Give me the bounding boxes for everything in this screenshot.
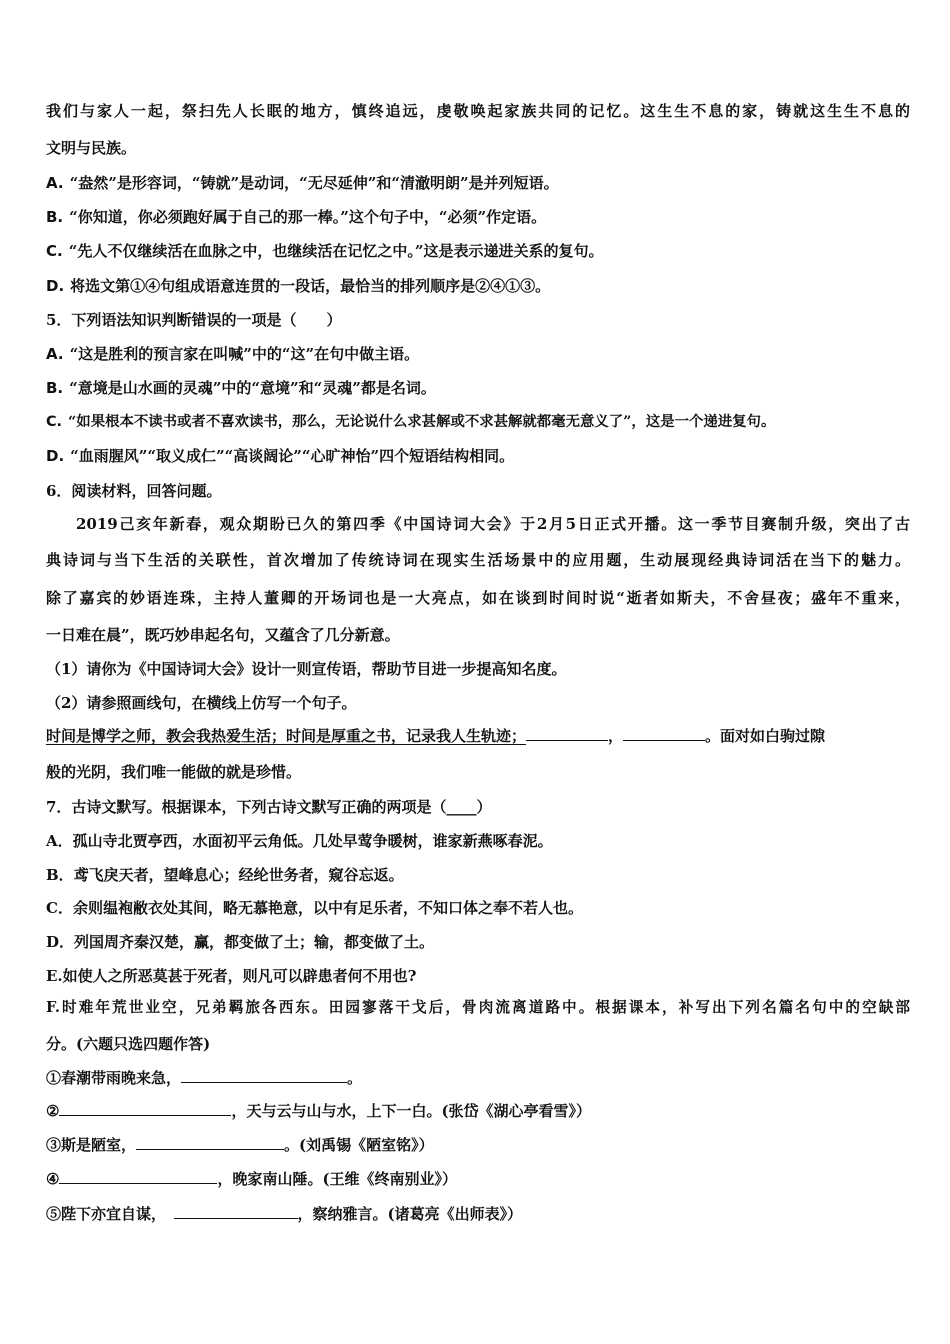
q6-para-line-4: 一日难在晨”，既巧妙串起名句，又蕴含了几分新意。 bbox=[46, 626, 400, 644]
q4-option-c bbox=[46, 241, 910, 261]
fill-item-text: ①春潮带雨晚来急， bbox=[46, 1069, 182, 1087]
q6-para-line-3: 除了嘉宾的妙语连珠，主持人董卿的开场词也是一大亮点，如在谈到时间时说“逝者如斯夫，不舍昼夜；盛年不重来， bbox=[46, 589, 910, 607]
answer-blank[interactable] bbox=[59, 1169, 217, 1184]
comma: ， bbox=[608, 727, 624, 745]
option-text: “盎然”是形容词，“铸就”是动词，“无尽延伸”和“清澈明朗”是并列短语。 bbox=[69, 174, 559, 192]
fill-item-text: ，天与云与山与水，上下一白。(张岱《湖心亭看雪》） bbox=[231, 1102, 592, 1120]
fill-item-2 bbox=[46, 1101, 910, 1121]
fill-item-text: ，察纳雅言。(诸葛亮《出师表》） bbox=[297, 1205, 523, 1223]
q7-option-e: E.如使人之所恶莫甚于死者，则凡可以辟患者何不用也? bbox=[46, 967, 417, 985]
underlined-sentence: 时间是博学之师，教会我热爱生活；时间是厚重之书，记录我人生轨迹； bbox=[46, 727, 527, 745]
q7-option-d: D．列国周齐秦汉楚，赢，都变做了土；输，都变做了土。 bbox=[46, 933, 435, 951]
q6-imitation-line bbox=[46, 726, 910, 746]
q6-stem: 6．阅读材料，回答问题。 bbox=[46, 482, 222, 500]
option-label: C. bbox=[46, 414, 63, 430]
fill-item-1 bbox=[46, 1068, 910, 1088]
q5-option-d bbox=[46, 446, 910, 466]
option-text: “你知道，你必须跑好属于自己的那一棒。”这个句子中，“必须”作定语。 bbox=[69, 208, 547, 226]
fill-item-text: 。(刘禹锡《陋室铭》） bbox=[284, 1136, 434, 1154]
q7-stem: 7．古诗文默写。根据课本，下列古诗文默写正确的两项是（____） bbox=[46, 798, 492, 816]
fill-item-text: ② bbox=[46, 1102, 60, 1120]
q6-imitation-line-end: 般的光阴，我们唯一能做的就是珍惜。 bbox=[46, 763, 302, 781]
fill-item-5 bbox=[46, 1204, 910, 1224]
answer-blank[interactable] bbox=[174, 1204, 298, 1219]
q6-para-line-2: 典诗词与当下生活的关联性，首次增加了传统诗词在现实生活场景中的应用题，生动展现经典诗词活在当下的魅力。 bbox=[46, 551, 910, 569]
q7-option-c: C．余则缊袍敝衣处其间，略无慕艳意，以中有足乐者，不知口体之奉不若人也。 bbox=[46, 899, 583, 917]
answer-blank[interactable] bbox=[526, 726, 608, 741]
option-label: D. bbox=[46, 447, 65, 465]
intro-line-2: 文明与民族。 bbox=[46, 139, 137, 157]
fill-item-text: ⑤陛下亦宜自谋， bbox=[46, 1205, 174, 1223]
option-text: “意境是山水画的灵魂”中的“意境”和“灵魂”都是名词。 bbox=[69, 379, 436, 397]
q7-option-a: A．孤山寺北贾亭西，水面初平云角低。几处早莺争暖树，谁家新燕啄春泥。 bbox=[46, 832, 553, 850]
fill-item-4 bbox=[46, 1169, 910, 1189]
option-text: 将选文第①④句组成语意连贯的一段话，最恰当的排列顺序是②④①③。 bbox=[70, 277, 551, 295]
q7-continue: 分。(六题只选四题作答) bbox=[46, 1035, 211, 1053]
option-label: A. bbox=[46, 345, 64, 363]
intro-line-1: 我们与家人一起，祭扫先人长眠的地方，慎终追远，虔敬唤起家族共同的记忆。这生生不息的家，铸就这生生不息的 bbox=[46, 102, 910, 120]
q5-option-b bbox=[46, 378, 910, 398]
option-label: B. bbox=[46, 379, 64, 397]
fill-item-3 bbox=[46, 1135, 910, 1155]
q6-para-line-1: 2019己亥年新春，观众期盼已久的第四季《中国诗词大会》于2月5日正式开播。这一季节目赛制升级，突出了古 bbox=[76, 515, 910, 533]
fill-item-text: ③斯是陋室， bbox=[46, 1136, 137, 1154]
q4-option-a bbox=[46, 173, 910, 193]
q7-option-f: F.时难年荒世业空，兄弟羁旅各西东。田园寥落干戈后，骨肉流离道路中。根据课本，补写出下列名篇名句中的空缺部 bbox=[46, 999, 910, 1016]
q4-option-b bbox=[46, 207, 910, 227]
fill-item-text: 。 bbox=[347, 1069, 363, 1087]
option-text: “如果根本不读书或者不喜欢读书，那么，无论说什么求甚解或不求甚解就都毫无意义了”，这是一个递进复句。 bbox=[68, 413, 776, 430]
option-text: “先人不仅继续活在血脉之中，也继续活在记忆之中。”这是表示递进关系的复句。 bbox=[68, 242, 604, 260]
fill-item-text: ，晚家南山陲。(王维《终南别业》） bbox=[217, 1170, 458, 1188]
option-label: C. bbox=[46, 242, 63, 260]
answer-blank[interactable] bbox=[136, 1135, 284, 1150]
q5-stem: 5．下列语法知识判断错误的一项是（ ） bbox=[46, 311, 342, 329]
q5-option-a bbox=[46, 344, 910, 364]
fill-item-text: ④ bbox=[46, 1170, 60, 1188]
option-label: A. bbox=[46, 174, 64, 192]
option-label: B. bbox=[46, 208, 64, 226]
imitation-tail: 。面对如白驹过隙 bbox=[705, 727, 826, 745]
answer-blank[interactable] bbox=[623, 726, 705, 741]
option-label: D. bbox=[46, 277, 65, 295]
q4-option-d bbox=[46, 276, 910, 296]
answer-blank[interactable] bbox=[59, 1101, 231, 1116]
q5-option-c bbox=[46, 412, 910, 432]
q6-sub-2: （2）请参照画线句，在横线上仿写一个句子。 bbox=[46, 694, 357, 712]
option-text: “这是胜利的预言家在叫喊”中的“这”在句中做主语。 bbox=[69, 345, 420, 363]
q6-sub-1: （1）请你为《中国诗词大会》设计一则宣传语，帮助节目进一步提高知名度。 bbox=[46, 660, 567, 678]
q7-option-b: B．鸢飞戾天者，望峰息心；经纶世务者，窥谷忘返。 bbox=[46, 866, 404, 884]
answer-blank[interactable] bbox=[181, 1068, 347, 1083]
option-text: “血雨腥风”“取义成仁”“高谈阔论”“心旷神怡”四个短语结构相同。 bbox=[70, 447, 515, 465]
